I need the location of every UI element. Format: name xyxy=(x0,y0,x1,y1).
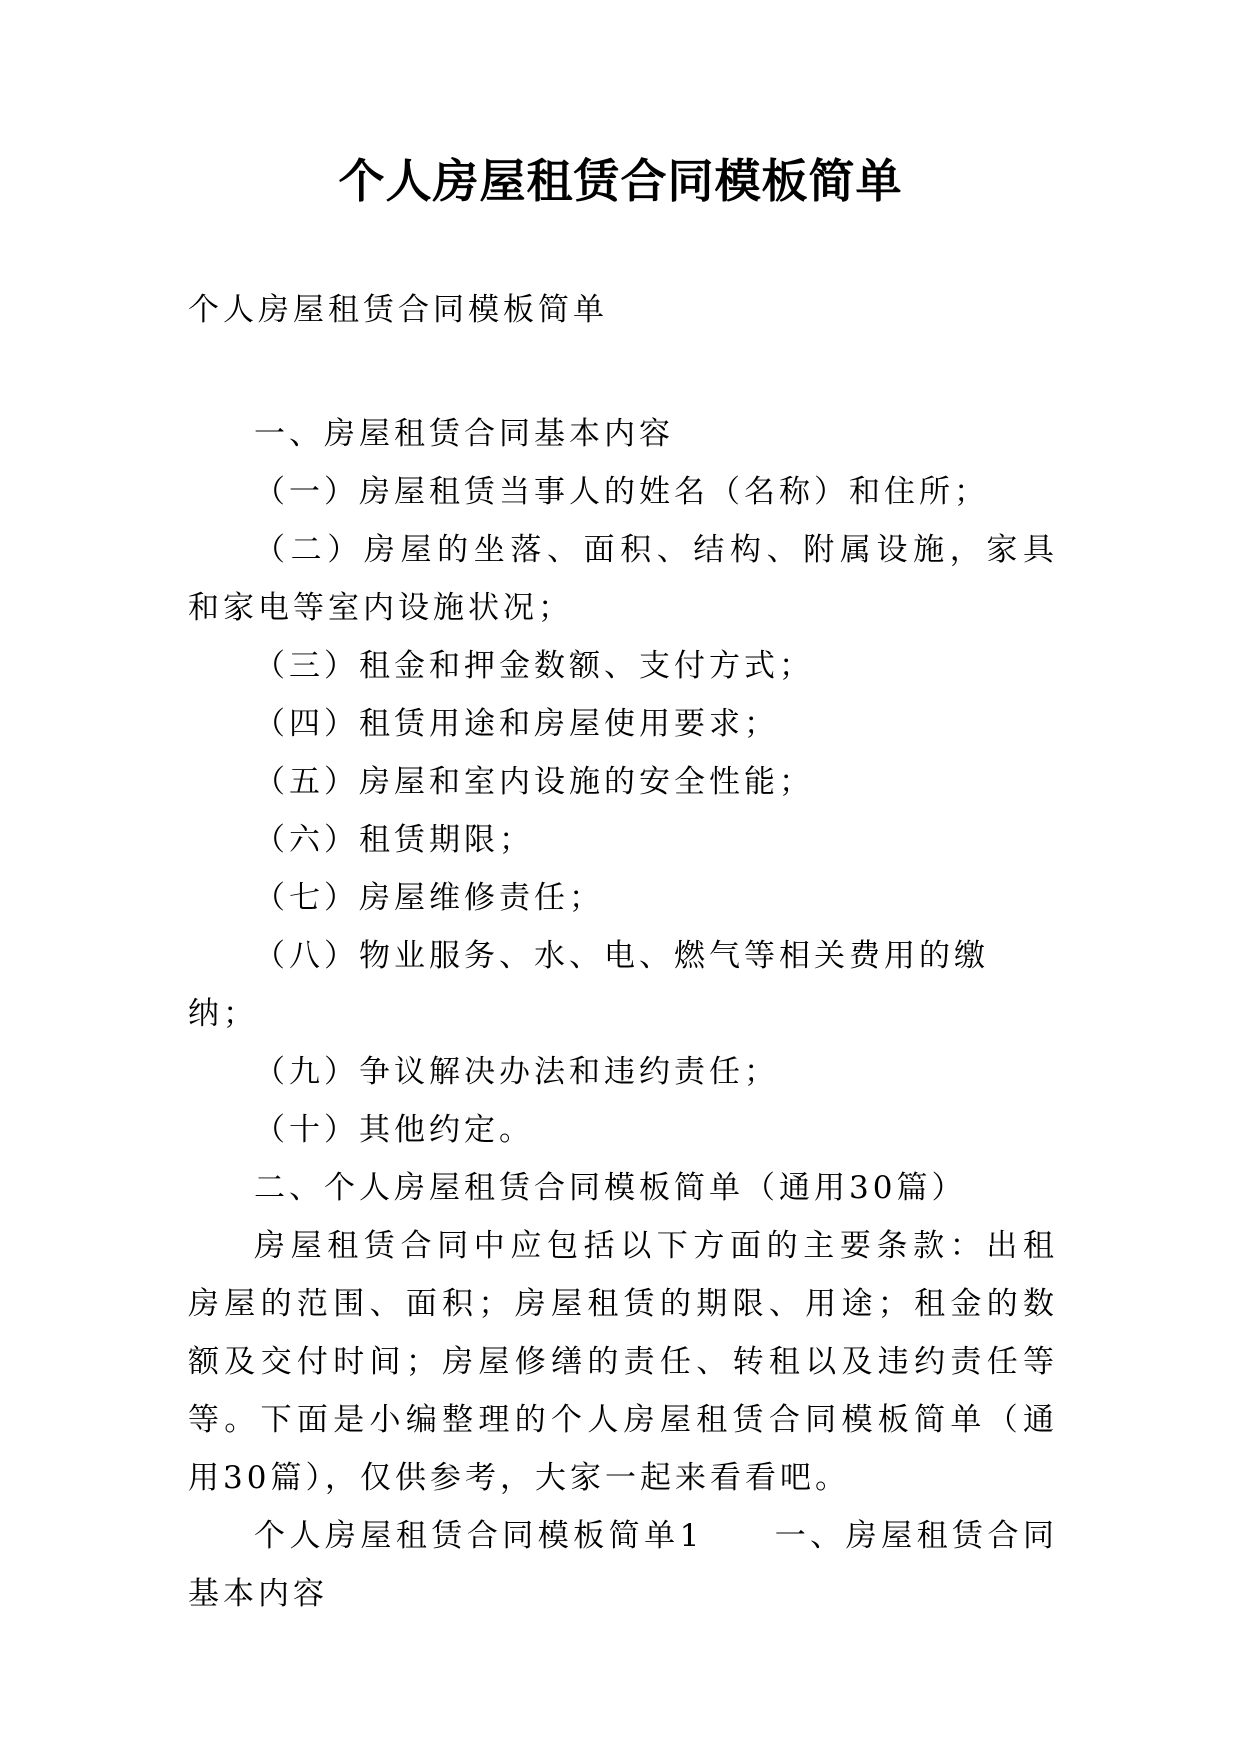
clause-item-4: （四）租赁用途和房屋使用要求； xyxy=(254,706,779,742)
document-body xyxy=(188,405,1058,1623)
clause-item-10: （十）其他约定。 xyxy=(254,1112,534,1148)
clause-item-1: （一）房屋租赁当事人的姓名（名称）和住所； xyxy=(254,474,989,510)
section-heading-basic-content: 一、房屋租赁合同基本内容 xyxy=(254,416,674,452)
clause-item-5: （五）房屋和室内设施的安全性能； xyxy=(254,764,814,800)
clause-item-7: （七）房屋维修责任； xyxy=(254,880,604,916)
clause-item-3: （三）租金和押金数额、支付方式； xyxy=(254,648,814,684)
clause-item-6: （六）租赁期限； xyxy=(254,822,534,858)
clause-item-2: （二）房屋的坐落、面积、结构、附属设施，家具和家电等室内设施状况； xyxy=(188,532,1058,626)
intro-paragraph: 房屋租赁合同中应包括以下方面的主要条款：出租房屋的范围、面积；房屋租赁的期限、用途；租金的数额及交付时间；房屋修缮的责任、转租以及违约责任等等。下面是小编整理的个人房屋租赁合同模板简单（通用30篇），仅供参考，大家一起来看看吧。 xyxy=(188,1228,1058,1496)
clause-item-8: （八）物业服务、水、电、燃气等相关费用的缴纳； xyxy=(188,938,989,1032)
template-1-heading: 个人房屋租赁合同模板简单1 一、房屋租赁合同基本内容 xyxy=(188,1518,1058,1612)
section-heading-templates: 二、个人房屋租赁合同模板简单（通用30篇） xyxy=(254,1170,967,1206)
clause-item-9: （九）争议解决办法和违约责任； xyxy=(254,1054,779,1090)
document-title: 个人房屋租赁合同模板简单 xyxy=(338,154,903,208)
document-subtitle: 个人房屋租赁合同模板简单 xyxy=(188,292,608,328)
